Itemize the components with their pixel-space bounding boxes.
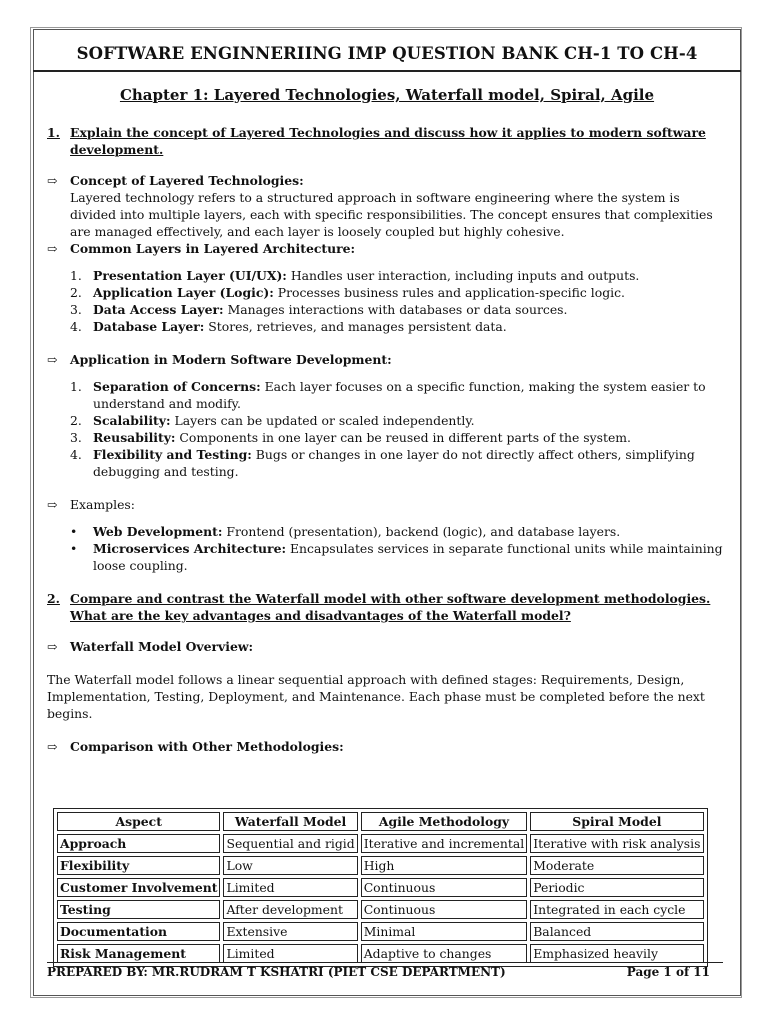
item-term: Presentation Layer (UI/UX): [93,268,287,283]
question-number: 1. [47,125,60,140]
bullet-dot-icon: • [70,524,78,539]
table-cell: Limited [223,944,357,963]
right-arrow-icon: ⇨ [47,173,58,188]
item-description: Each layer focuses on a specific function, making the system easier to understand and modify. [93,379,706,411]
table-row-header: Documentation [57,922,220,941]
examples-list [47,523,723,574]
item-term: Application Layer (Logic): [93,285,274,300]
section-label: Examples: [70,497,135,512]
list-item [47,284,723,301]
list-item [47,318,723,335]
list-item [47,429,723,446]
table-cell: Minimal [361,922,528,941]
table-header-cell: Agile Methodology [361,812,528,831]
document-body [47,124,723,755]
section-label: Application in Modern Software Development: [70,352,392,367]
page-number: Page 1 of 11 [626,965,710,979]
table-cell: Periodic [530,878,703,897]
item-number: 4. [70,319,82,334]
section-label: Comparison with Other Methodologies: [70,739,344,754]
table-row-header: Customer Involvement [57,878,220,897]
item-term: Scalability: [93,413,171,428]
table-header-row [57,812,704,831]
item-term: Microservices Architecture: [93,541,287,556]
item-number: 4. [70,447,82,462]
table-row-header: Approach [57,834,220,853]
question-text: Explain the concept of Layered Technologies and discuss how it applies to modern software development. [70,125,706,157]
table-cell: Extensive [223,922,357,941]
section-label: Concept of Layered Technologies: [70,173,304,188]
item-term: Reusability: [93,430,176,445]
section-examples [47,496,723,513]
table-row [57,900,704,919]
application-list [47,378,723,480]
item-description: Stores, retrieves, and manages persistent data. [204,319,507,334]
table-header-cell: Aspect [57,812,220,831]
section-application [47,351,723,368]
overview-paragraph: The Waterfall model follows a linear sequential approach with defined stages: Requirements, Design, Implementation, Testing, Deployment, and Maintenance. Each phase must be completed before the next begins. [47,672,705,721]
table-cell: Sequential and rigid [223,834,357,853]
item-number: 1. [70,268,82,283]
right-arrow-icon: ⇨ [47,639,58,654]
title-underline [33,70,741,72]
item-text [93,523,620,540]
table-row-header: Testing [57,900,220,919]
item-term: Database Layer: [93,319,205,334]
list-item [47,523,723,540]
table-cell: Moderate [530,856,703,875]
table-cell: Low [223,856,357,875]
section-overview [47,638,723,655]
table-cell: Iterative with risk analysis [530,834,703,853]
list-item [47,267,723,284]
list-item [47,378,723,412]
right-arrow-icon: ⇨ [47,739,58,754]
item-text [93,267,639,284]
item-number: 1. [70,379,82,394]
item-description: Handles user interaction, including inputs and outputs. [286,268,640,283]
item-text [93,301,567,318]
section-concept [47,172,723,189]
table-row [57,834,704,853]
right-arrow-icon: ⇨ [47,241,58,256]
section-layers [47,240,723,257]
table-cell: Emphasized heavily [530,944,703,963]
list-item [47,540,723,574]
list-item [47,446,723,480]
layers-list [47,267,723,335]
list-item [47,301,723,318]
right-arrow-icon: ⇨ [47,497,58,512]
item-number: 2. [70,413,82,428]
section-comparison [47,738,723,755]
concept-paragraph: Layered technology refers to a structured approach in software engineering where the system is divided into multiple layers, each with specific responsibilities. The concept ensures that complexities are managed effectively, and each layer is loosely coupled but highly cohesive. [70,190,713,239]
table-cell: Iterative and incremental [361,834,528,853]
footer-prepared-by: PREPARED BY: MR.RUDRAM T KSHATRI (PIET CSE DEPARTMENT) [47,965,506,979]
table-row [57,856,704,875]
table-row-header: Flexibility [57,856,220,875]
table-cell: Adaptive to changes [361,944,528,963]
item-description: Bugs or changes in one layer do not directly affect others, simplifying debugging and testing. [93,447,695,479]
question-number: 2. [47,591,60,606]
table-cell: Balanced [530,922,703,941]
item-term: Web Development: [93,524,223,539]
table-header-cell: Waterfall Model [223,812,357,831]
section-label: Common Layers in Layered Architecture: [70,241,356,256]
item-text [93,412,475,429]
item-text [93,446,723,480]
item-description: Processes business rules and application-specific logic. [273,285,625,300]
item-term: Flexibility and Testing: [93,447,252,462]
table-cell: Continuous [361,900,528,919]
item-text [93,429,631,446]
comparison-table [53,808,708,967]
document-title: SOFTWARE ENGINNERIING IMP QUESTION BANK CH-1 TO CH-4 [76,44,698,63]
item-text [93,284,625,301]
table-cell: Integrated in each cycle [530,900,703,919]
item-text [93,540,723,574]
right-arrow-icon: ⇨ [47,352,58,367]
question-text: Compare and contrast the Waterfall model with other software development methodologies. What are the key advantages and disadvantages of the Waterfall model? [70,591,711,623]
item-description: Encapsulates services in separate functional units while maintaining loose coupling. [93,541,723,573]
table-header-cell: Spiral Model [530,812,703,831]
section-label: Waterfall Model Overview: [70,639,254,654]
question-1 [47,124,723,158]
item-number: 3. [70,302,82,317]
footer-rule [47,962,723,963]
item-description: Manages interactions with databases or data sources. [223,302,568,317]
table-cell: Limited [223,878,357,897]
item-text [93,318,507,335]
table-row [57,944,704,963]
item-number: 3. [70,430,82,445]
table-cell: High [361,856,528,875]
item-text [93,378,723,412]
item-description: Layers can be updated or scaled independently. [170,413,475,428]
item-term: Separation of Concerns: [93,379,261,394]
table-row [57,878,704,897]
table-cell: Continuous [361,878,528,897]
chapter-heading: Chapter 1: Layered Technologies, Waterfall model, Spiral, Agile [119,86,655,104]
item-description: Frontend (presentation), backend (logic), and database layers. [222,524,621,539]
table-cell: After development [223,900,357,919]
list-item [47,412,723,429]
question-2 [47,590,723,624]
item-term: Data Access Layer: [93,302,224,317]
item-description: Components in one layer can be reused in different parts of the system. [175,430,631,445]
table-row-header: Risk Management [57,944,220,963]
item-number: 2. [70,285,82,300]
table-row [57,922,704,941]
bullet-dot-icon: • [70,541,78,556]
